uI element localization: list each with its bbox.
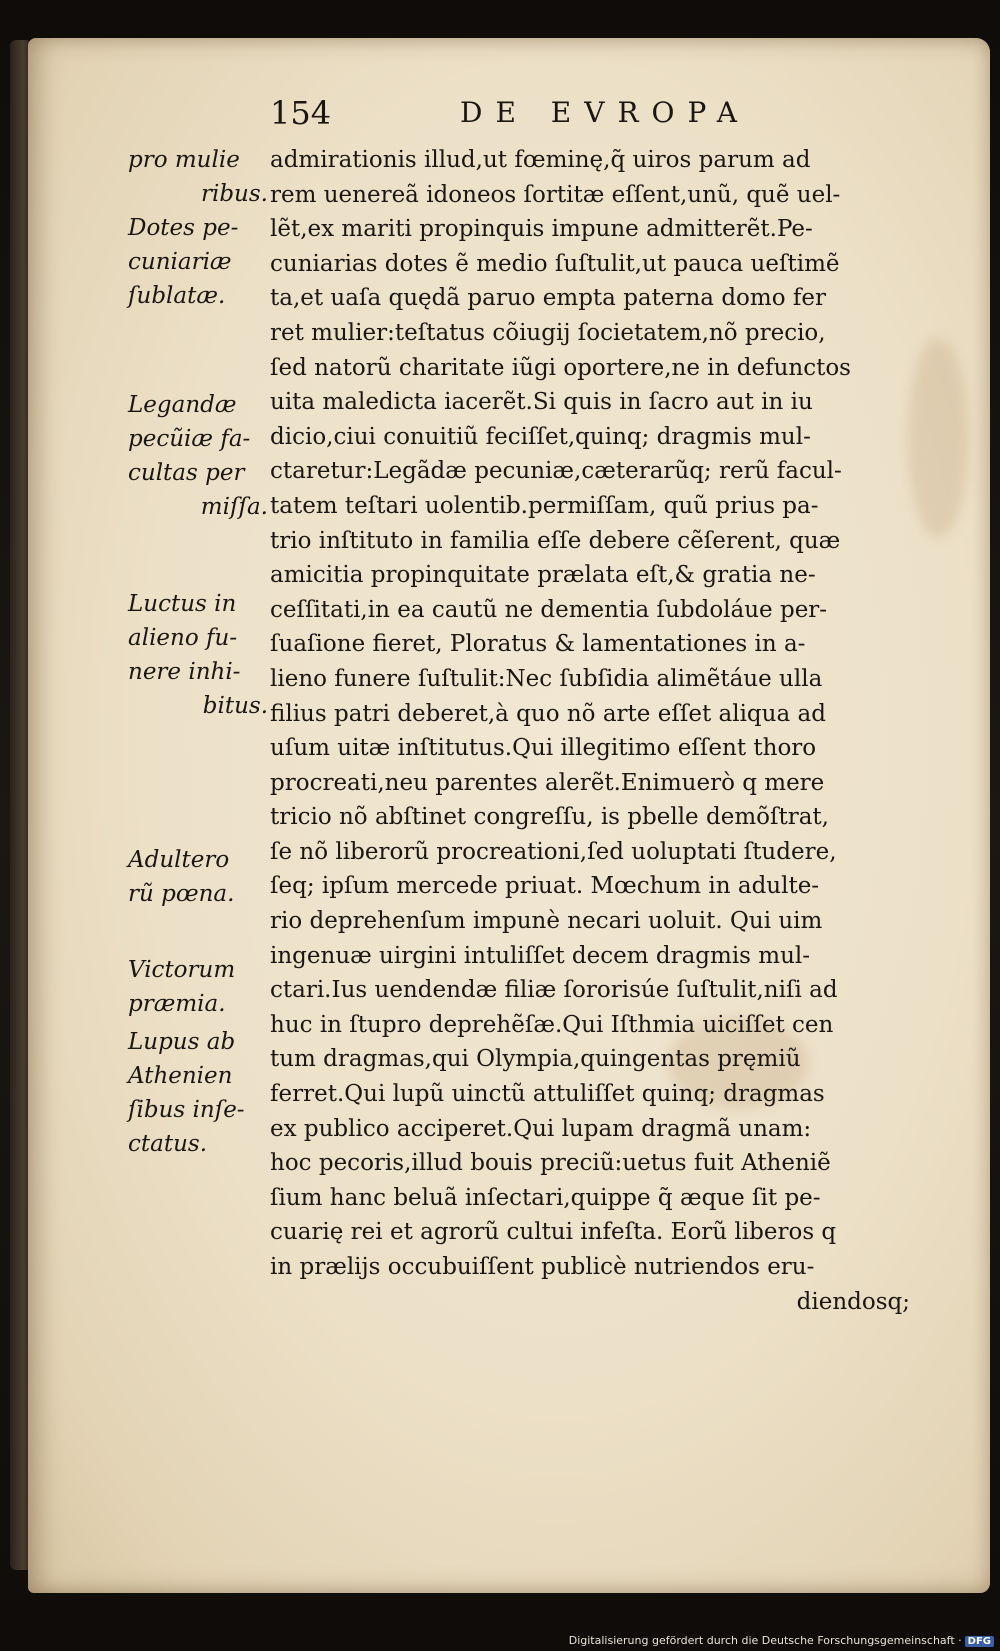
body-text [270,143,910,1319]
dfg-logo: DFG [965,1636,994,1647]
text-line: tricio nõ abſtinet congreſſu, is pbelle demõſtrat, [270,804,829,831]
text-line: hoc pecoris,illud bouis preciũ:uetus fuit Atheniẽ [270,1150,831,1177]
text-line: filius patri deberet,à quo nõ arte eſſet aliqua ad [270,700,826,727]
margin-note-line: Dotes pe- [128,215,239,241]
margin-note [128,211,268,313]
text-line: tatem teſtari uolentib.permiſſam, quũ prius pa- [270,492,819,519]
text-line: ſium hanc beluã inſectari,quippe q̃ æque ſit pe- [270,1184,821,1211]
margin-note [128,143,268,211]
text-line: amicitia propinquitate prælata eſt,& gratia ne- [270,562,816,589]
text-line: cuniarias dotes ẽ medio ſuſtulit,ut pauca ueſtimẽ [270,250,840,277]
paper-stain [908,338,968,538]
margin-note-line: cuniariæ [128,249,232,275]
margin-note-line: miſſa. [200,494,268,520]
margin-note-line: ctatus. [128,1131,208,1157]
text-line: tum dragmas,qui Olympia,quingentas pręmiũ [270,1046,801,1073]
text-line: ſe nõ liberorũ procreationi,ſed uoluptati ſtudere, [270,838,837,865]
text-line: uſum uitæ inſtitutus.Qui illegitimo eſſent thoro [270,735,817,762]
margin-note-line: pecũiæ fa- [128,426,251,452]
margin-note-line: ſibus inſe- [128,1097,245,1123]
margin-note-line: Legandæ [128,392,237,418]
text-line: ceſſitati,in ea cautũ ne dementia ſubdoláue per- [270,596,828,623]
text-line: rem uenereã idoneos ſortitæ eſſent,unũ, quẽ uel- [270,181,841,208]
margin-note-line: Adultero [128,847,230,873]
page-number: 154 [270,94,332,132]
margin-note-line: pro mulie [128,147,240,173]
margin-note-line: præmia. [128,991,226,1017]
text-line: rio deprehenſum impunè necari uoluit. Qui uim [270,908,823,935]
text-line: cuarię rei et agrorũ cultui infeſta. Eorũ liberos q [270,1219,837,1246]
text-line: ta,et uaſa quędã paruo empta paterna domo fer [270,285,826,312]
credit-text: Digitalisierung gefördert durch die Deutsche Forschungsgemeinschaft · [568,1634,962,1647]
margin-note-line: Athenien [128,1063,233,1089]
margin-note [128,1025,268,1161]
text-line: in prælijs occubuiſſent publicè nutriendos eru- [270,1254,815,1280]
text-line: ctari.Ius uendendæ filiæ ſororisúe ſuſtulit,niſi ad [270,977,838,1004]
text-line: huc in ſtupro deprehẽſæ.Qui Iſthmia uiciſſet cen [270,1011,834,1038]
text-line: ſuaſione fieret, Ploratus & lamentationes in a- [270,631,806,658]
margin-note-line: rũ pœna. [128,881,235,907]
text-line: ex publico acciperet.Qui lupam dragmã unam: [270,1115,812,1142]
margin-note-line: ribus. [200,181,268,207]
text-line: ferret.Qui lupũ uinctũ attuliſſet quinq; dragmas [270,1081,825,1108]
margin-note-line: nere inhi- [128,659,241,685]
text-line: trio inſtituto in familia eſſe debere cẽſerent, quæ [270,527,841,554]
text-line: ingenuæ uirgini intuliſſet decem dragmis mul- [270,942,811,969]
margin-note [128,953,268,1021]
margin-note [128,843,268,911]
running-head: DE EVROPA [460,96,750,129]
margin-note-line: cultas per [128,460,245,486]
page-header [270,94,830,138]
text-line: ctaretur:Legãdæ pecuniæ,cæterarũq; rerũ facul- [270,458,842,485]
text-line: admirationis illud,ut fœminę,q̃ uiros parum ad [270,147,811,173]
text-line: dicio,ciui conuitiũ feciſſet,quinq; dragmis mul- [270,423,811,450]
text-line: ſed natorũ charitate iũgi oportere,ne in defunctos [270,354,851,381]
text-line: uita maledicta iacerẽt.Si quis in ſacro aut in iu [270,389,813,416]
margin-note [128,587,268,723]
margin-note-line: Victorum [128,957,236,983]
text-line: lẽt,ex mariti propinquis impune admitterẽt.Pe- [270,216,813,243]
text-line: diendosq; [796,1288,910,1315]
margin-note-line: bitus. [202,693,268,719]
text-line: ſeq; ipſum mercede priuat. Mœchum in adulte- [270,873,820,900]
text-line: ret mulier:teſtatus cõiugij ſocietatem,nõ precio, [270,319,826,346]
margin-note [128,388,268,524]
text-line: lieno funere ſuſtulit:Nec ſubſidia alimẽtáue ulla [270,665,823,692]
margin-note-line: Luctus in [128,591,237,617]
margin-note-line: Lupus ab [128,1029,236,1055]
digitization-credit [569,1634,994,1647]
text-line: procreati,neu parentes alerẽt.Enimuerò q mere [270,769,825,796]
margin-note-line: alieno fu- [128,625,238,651]
margin-note-line: ſublatæ. [128,283,226,309]
